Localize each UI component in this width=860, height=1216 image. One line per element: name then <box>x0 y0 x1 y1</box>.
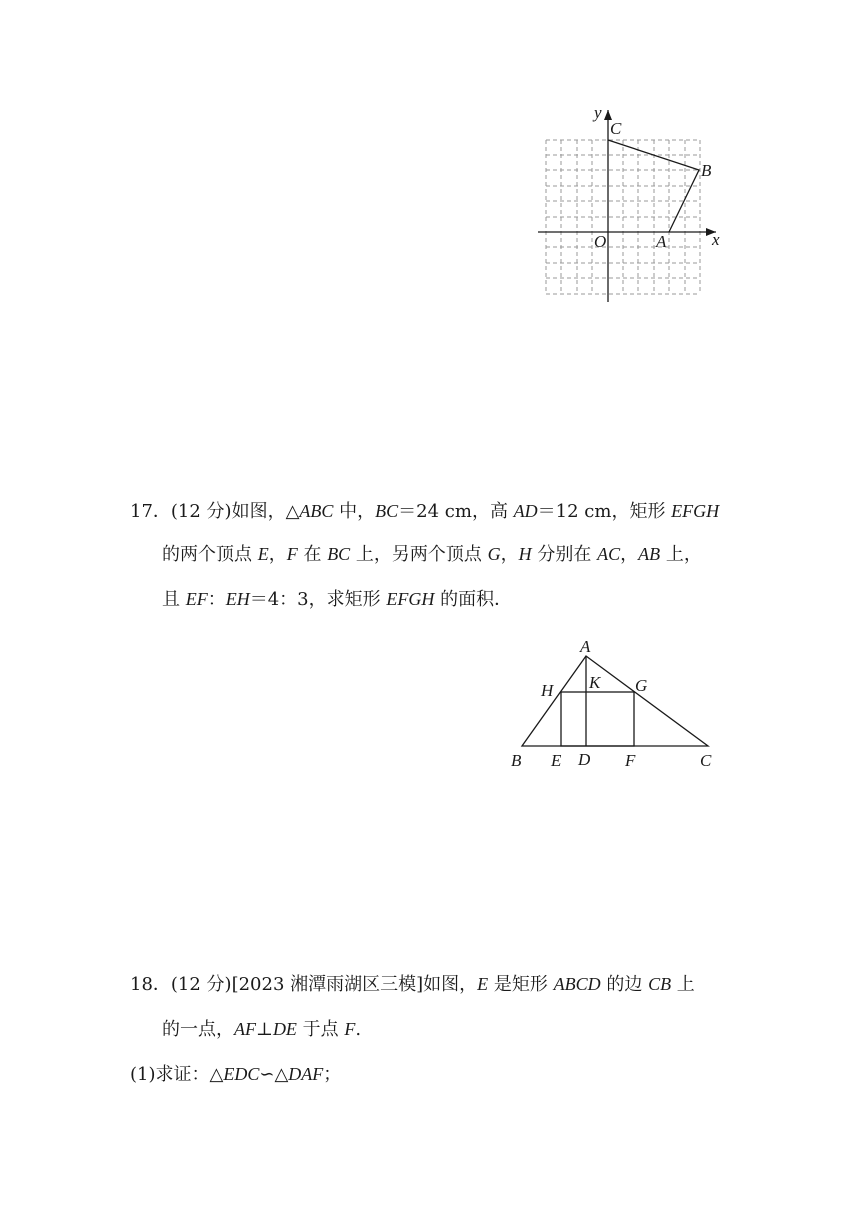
coordinate-figure <box>530 100 730 310</box>
label-b: B <box>701 161 712 180</box>
label-h: H <box>541 681 554 700</box>
problem-18-part-1: (1)求证：△EDC∽△DAF； <box>130 1064 342 1085</box>
triangle-rectangle-figure <box>505 630 730 775</box>
label-a: A <box>580 637 591 656</box>
problem-score: (12 分) <box>170 501 232 522</box>
problem-score: (12 分) <box>170 974 232 995</box>
label-d: D <box>578 750 591 769</box>
label-o: O <box>594 232 607 251</box>
triangle-abc <box>522 656 708 746</box>
label-b: B <box>511 751 522 770</box>
label-f: F <box>625 751 636 770</box>
problem-17-line-3: 且 EF：EH＝4：3，求矩形 EFGH 的面积． <box>162 589 513 610</box>
problem-number: 17． <box>130 501 171 522</box>
label-e: E <box>551 751 562 770</box>
label-a: A <box>656 232 667 251</box>
problem-18-line-2: 的一点，AF⊥DE 于点 F. <box>162 1019 362 1040</box>
rectangle-efgh <box>561 692 634 746</box>
label-c: C <box>700 751 712 770</box>
problem-17-line-1: 17．(12 分)如图，△ABC 中，BC＝24 cm，高 AD＝12 cm，矩形 EFGH <box>130 501 720 522</box>
problem-number: 18． <box>130 974 171 995</box>
label-g: G <box>635 676 648 695</box>
problem-source: [2023 湘潭雨湖区三模] <box>231 974 424 995</box>
label-y: y <box>594 103 602 122</box>
label-c: C <box>610 119 622 138</box>
problem-18-line-1: 18．(12 分)[2023 湘潭雨湖区三模]如图，E 是矩形 ABCD 的边 CB 上 <box>130 974 695 995</box>
problem-17-line-2: 的两个顶点 E，F 在 BC 上，另两个顶点 G，H 分别在 AC，AB 上， <box>162 544 702 565</box>
label-x: x <box>712 230 720 249</box>
label-k: K <box>589 673 601 692</box>
